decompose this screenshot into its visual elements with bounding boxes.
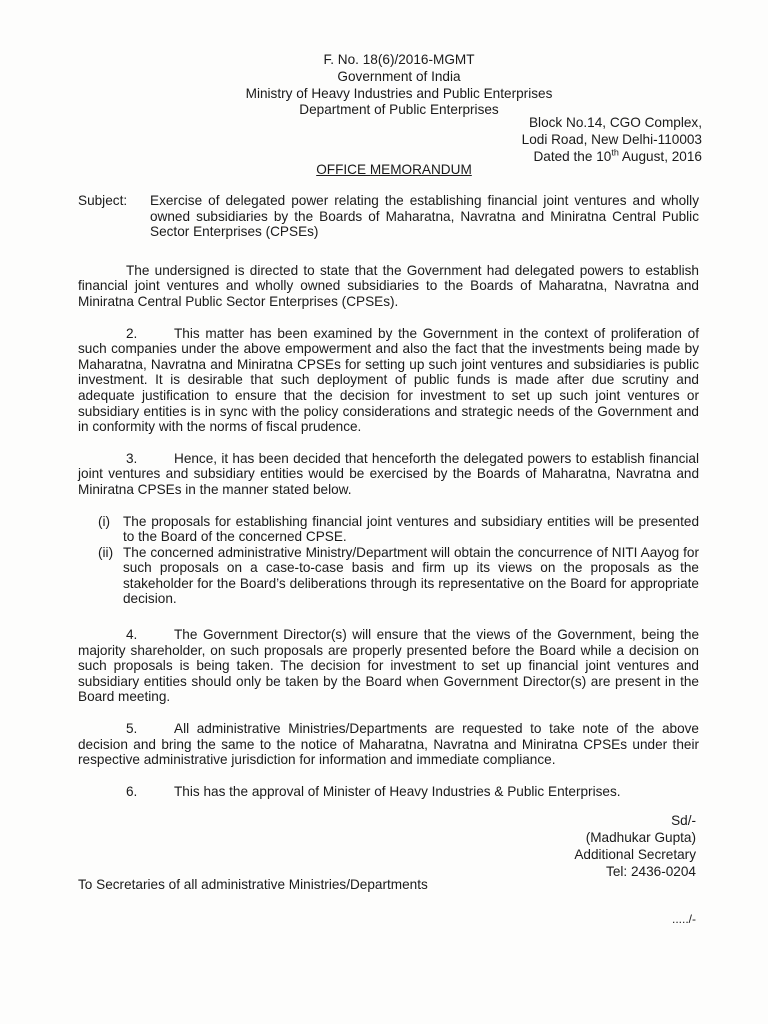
date-suffix: August, 2016 [618, 148, 702, 164]
continuation-mark: ...../- [672, 912, 696, 926]
paragraph-text: All administrative Ministries/Departments are requested to take note of the above decision and bring the same to the notice of Maharatna, Navratna and Miniratna CPSEs under their respective administrative jurisdiction for information and immediate compliance. [78, 721, 699, 768]
memo-body [78, 193, 699, 799]
recipient-line: To Secretaries of all administrative Ministries/Departments [78, 877, 428, 892]
department-name: Department of Public Enterprises [299, 102, 499, 118]
paragraph-text: Hence, it has been decided that henceforth the delegated powers to establish financial joint ventures and subsidiary entities would be exercised by the Boards of Maharatna, Navratna and Miniratna CPSEs in the manner stated below. [78, 450, 699, 497]
address-line-1: Block No.14, CGO Complex, [528, 115, 702, 130]
paragraph-6 [78, 784, 699, 800]
paragraph-number: 2. [126, 325, 138, 341]
list-item-text: The concerned administrative Ministry/Department will obtain the concurrence of NITI Aayog for such proposals on a case-to-case basis and firm up its views on the proposals as the stakeholder for the Board’s deliberations through its representative on the Board for appropriate decision. [123, 544, 699, 607]
subject [78, 193, 699, 240]
paragraph-number: 3. [126, 450, 138, 466]
procedure-list [98, 514, 699, 608]
ministry-name: Ministry of Heavy Industries and Public Enterprises [245, 85, 553, 101]
signatory-name: (Madhukar Gupta) [585, 830, 696, 845]
paragraph-number: 4. [126, 627, 138, 643]
date-superscript: th [611, 147, 619, 158]
paragraph-5 [78, 721, 699, 768]
paragraph-number: 6. [126, 783, 138, 799]
list-item-number: (ii) [98, 544, 114, 560]
list-item [98, 514, 699, 545]
list-item-text: The proposals for establishing financial joint ventures and subsidiary entities will be presented to the Board of the concerned CPSE. [123, 513, 699, 545]
paragraph-1: The undersigned is directed to state that the Government had delegated powers to establish financial joint ventures and wholly owned subsidiaries to the Boards of Maharatna, Navratna and Miniratna Central Public Sector Enterprises (CPSEs). [78, 262, 699, 309]
memo-title [0, 162, 768, 177]
list-item [98, 545, 699, 607]
paragraph-4 [78, 627, 699, 705]
memo-title-text: OFFICE MEMORANDUM [316, 162, 472, 177]
signatory-designation: Additional Secretary [574, 847, 696, 862]
government-name: Government of India [337, 68, 461, 84]
paragraph-2 [78, 326, 699, 435]
list-item-number: (i) [98, 513, 111, 529]
address-line-2: Lodi Road, New Delhi-110003 [521, 131, 702, 147]
subject-label: Subject: [78, 193, 128, 208]
signature-block [574, 812, 696, 880]
paragraph-text: This has the approval of Minister of Heavy Industries & Public Enterprises. [174, 783, 621, 799]
paragraph-text: This matter has been examined by the Government in the context of proliferation of such companies under the above empowerment and also the fact that the investments being made by Maharatna, Navratna and Miniratna CPSEs for setting up such joint ventures and subsidiaries is public investment. It is desirable that such deployment of public funds is made after due scrutiny and adequate justification to ensure that the decision for investment to set up such joint ventures or subsidiary entities is in sync with the policy considerations and strategic needs of the Government and in conformity with the norms of fiscal prudence. [78, 325, 699, 435]
file-number: F. No. 18(6)/2016-MGMT [323, 52, 475, 67]
paragraph-3 [78, 451, 699, 498]
address-block [522, 115, 702, 165]
signatory-telephone: Tel: 2436-0204 [606, 864, 696, 879]
paragraph-number: 5. [126, 721, 138, 737]
subject-text: Exercise of delegated power relating the establishing financial joint ventures and wholly owned subsidiaries by the Boards of Maharatna, Navratna and Miniratna Central Public Sector Enterprises (CPSEs) [150, 193, 699, 240]
signature-mark: Sd/- [671, 813, 696, 828]
letterhead [0, 52, 768, 119]
date-prefix: Dated the 10 [533, 148, 612, 164]
paragraph-text: The Government Director(s) will ensure that the views of the Government, being the majority shareholder, on such proposals are properly presented before the Board while a decision on such proposals is being taken. The decision for investment to set up financial joint ventures and subsidiary entities should only be taken by the Board when Government Director(s) are present in the Board meeting. [78, 627, 699, 705]
